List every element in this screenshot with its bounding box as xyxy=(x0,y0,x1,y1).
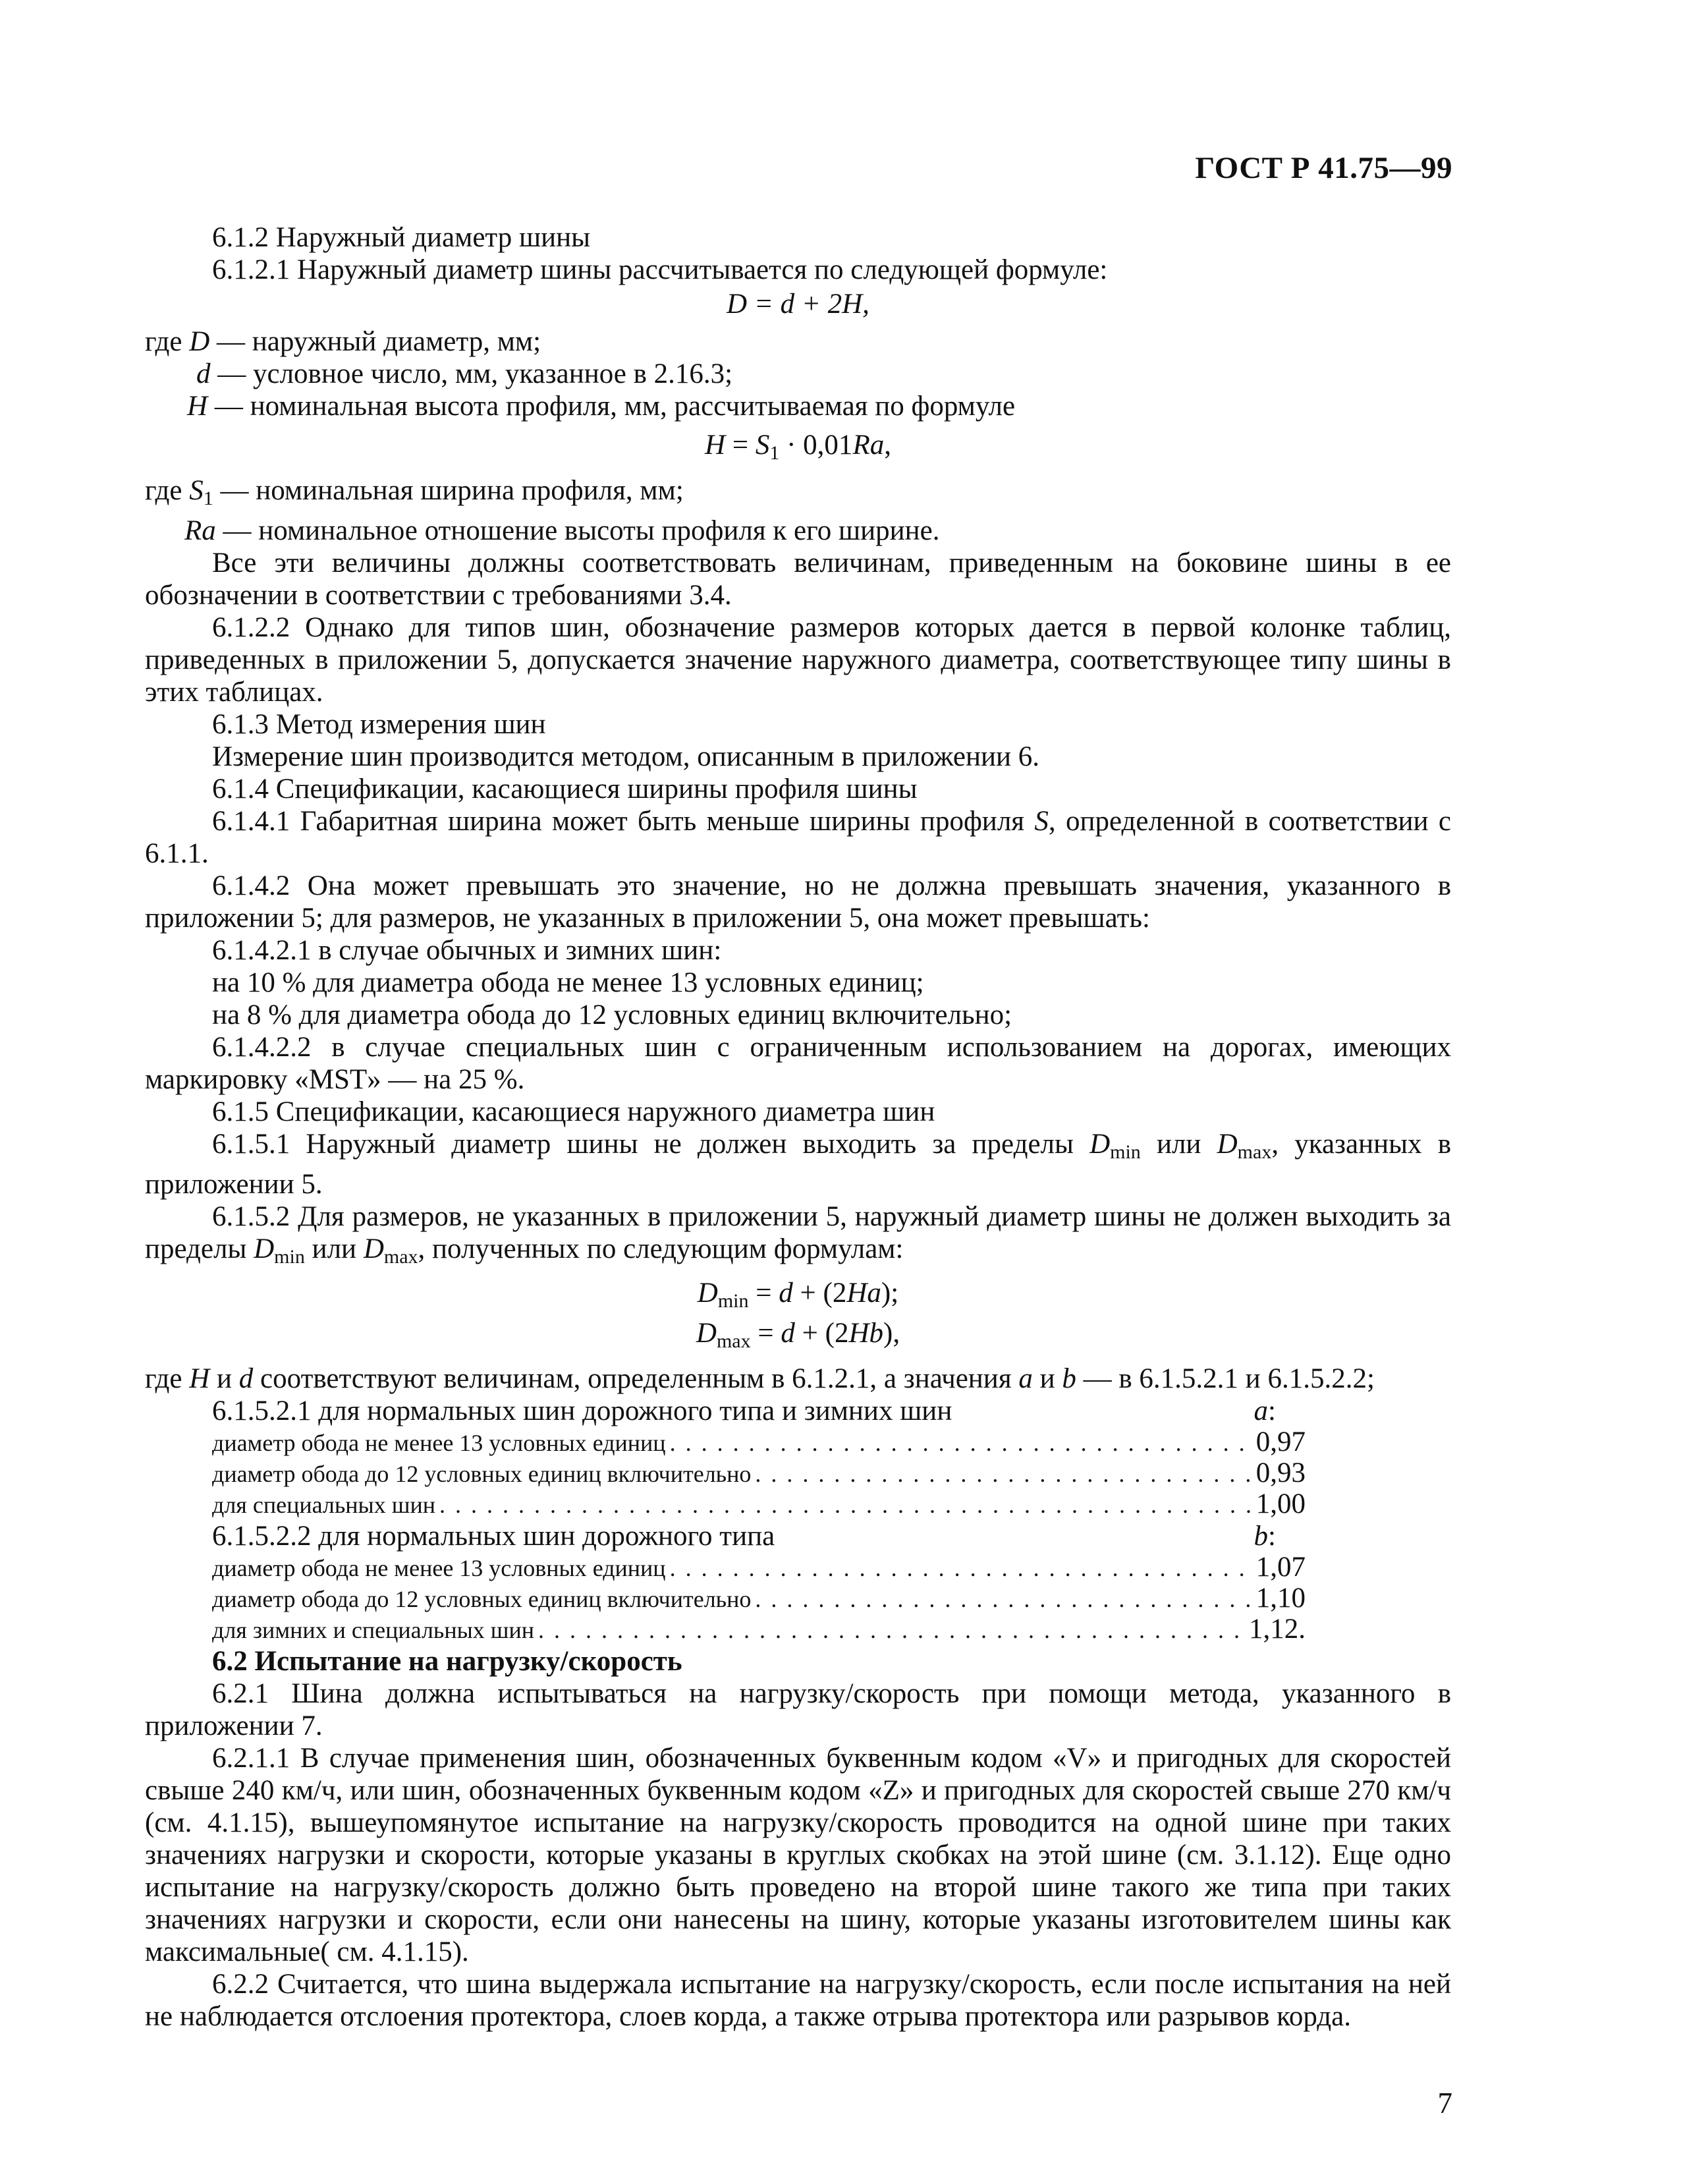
where-word-2: где xyxy=(145,475,182,506)
document-body xyxy=(145,221,1451,2033)
symbol-S-sub: 1 xyxy=(203,488,213,509)
formula-dmax xyxy=(145,1317,1451,1357)
table-row xyxy=(145,1552,1306,1583)
where-word-3: где xyxy=(145,1363,190,1394)
definition-d xyxy=(145,358,1451,390)
paragraph-6-1-4-2-1-b: на 8 % для диаметра обода до 12 условных единиц включительно; xyxy=(212,1000,1012,1030)
dot-leader xyxy=(670,1554,1252,1583)
symbol-a: a xyxy=(1018,1363,1033,1394)
row-label: диаметр обода до 12 условных единиц включительно xyxy=(212,1586,752,1612)
table-a-title: 6.1.5.2.1 для нормальных шин дорожного типа и зимних шин xyxy=(212,1396,952,1426)
paragraph-6-1-5-1-b: , указанных в приложении 5. xyxy=(145,1129,1452,1200)
symbol-H: H xyxy=(187,391,208,422)
formula-h-comma: , xyxy=(884,430,891,461)
row-label: диаметр обода до 12 условных единиц включительно xyxy=(212,1461,752,1487)
formula-dmin-plus: + (2 xyxy=(792,1278,847,1309)
formula-dmax-plus: + (2 xyxy=(794,1318,849,1349)
table-a xyxy=(145,1427,1451,1520)
paragraph-6-1-3: Измерение шин производится методом, описанным в приложении 6. xyxy=(212,741,1040,772)
paragraph-values: Все эти величины должны соответствовать величинам, приведенным на боковине шины в ее обозначении в соответствии с требованиями 3.4. xyxy=(145,548,1451,611)
formula-dmin-d: D xyxy=(697,1278,718,1309)
definition-Ra-text: — номинальное отношение высоты профиля к его ширине. xyxy=(215,515,940,546)
table-b-var-colon: : xyxy=(1268,1521,1276,1552)
symbol-Dmin-2-sub: min xyxy=(274,1246,305,1268)
word-and: и xyxy=(209,1363,239,1394)
formula-dmax-var-d: d xyxy=(781,1318,795,1349)
section-6-1-4-title: 6.1.4 Спецификации, касающиеся ширины профиля шины xyxy=(212,774,918,804)
row-label: для зимних и специальных шин xyxy=(212,1617,535,1643)
formula-outer-diameter: D = d + 2H, xyxy=(727,289,869,320)
symbol-S: S xyxy=(189,475,204,506)
dot-leader xyxy=(538,1616,1245,1645)
formula-dmax-d: D xyxy=(696,1318,717,1349)
section-6-1-5-title: 6.1.5 Спецификации, касающиеся наружного диаметра шин xyxy=(212,1096,935,1127)
definitions-a-b-end: — в 6.1.5.2.1 и 6.1.5.2.2; xyxy=(1076,1363,1375,1394)
paragraph-6-1-4-1 xyxy=(145,805,1451,870)
formula-h-ra: Ra xyxy=(852,430,885,461)
row-value: 1,10 xyxy=(1255,1583,1306,1614)
paragraph-6-1-5-2-a: 6.1.5.2 Для размеров, не указанных в приложении 5, наружный диаметр шины не должен выходить за пределы xyxy=(145,1201,1451,1264)
paragraph-6-1-5-1 xyxy=(145,1128,1451,1200)
formula-dmax-sub: max xyxy=(716,1330,751,1352)
table-a-var-symbol: a xyxy=(1253,1396,1269,1426)
table-row xyxy=(145,1427,1306,1458)
paragraph-6-2-1-1: 6.2.1.1 В случае применения шин, обозначенных буквенным кодом «V» и пригодных для скоростей свыше 240 км/ч, или шин, обозначенных буквенным кодом «Z» и пригодных для скоростей свыше 270 км/ч (см. 4.1.15), вышеупомянутое испытание на нагрузку/скорость проводится на одной шине при таких значениях нагрузки и скорости, которые указаны в круглых скобках на этой шине (см. 3.1.12). Еще одно испытание на нагрузку/скорость должно быть проведено на второй шине такого же типа при таких значениях нагрузки и скорости, если они нанесены на шину, которые указаны изготовителем шины как максимальные( см. 4.1.15). xyxy=(145,1743,1451,1967)
table-row xyxy=(145,1458,1306,1489)
formula-dmin-eq: = xyxy=(748,1278,779,1309)
formula-dmax-end: ), xyxy=(883,1318,900,1349)
definition-d-text: — условное число, мм, указанное в 2.16.3; xyxy=(210,358,733,389)
symbol-S-width: S xyxy=(1034,806,1049,837)
table-b-title: 6.1.5.2.2 для нормальных шин дорожного типа xyxy=(212,1521,775,1552)
symbol-Dmin-sub: min xyxy=(1110,1141,1141,1163)
formula-dmin-ha: Ha xyxy=(846,1278,881,1309)
table-row xyxy=(145,1489,1306,1520)
paragraph-6-1-2-2: 6.1.2.2 Однако для типов шин, обозначение размеров которых дается в первой колонке таблиц, приведенных в приложении 5, допускается значение наружного диаметра, соответствующее типу шины в этих таблицах. xyxy=(145,612,1451,708)
table-a-header xyxy=(145,1395,1276,1427)
row-value: 1,07 xyxy=(1255,1552,1306,1583)
symbol-Dmin: D xyxy=(1089,1129,1111,1160)
definition-H-text: — номинальная высота профиля, мм, рассчитываемая по формуле xyxy=(207,391,1016,422)
dot-leader xyxy=(755,1585,1252,1614)
row-value: 1,12. xyxy=(1249,1614,1306,1645)
paragraph-6-1-4-1-b: , определенной в соответствии с 6.1.1. xyxy=(145,806,1451,869)
definitions-a-b-text: соответствуют величинам, определенным в 6.1.2.1, а значения xyxy=(253,1363,1019,1394)
definition-H xyxy=(145,390,1451,422)
formula-h-symbol: H xyxy=(705,430,726,461)
word-or: или xyxy=(1140,1129,1217,1160)
paragraph-6-1-4-2-1-a: на 10 % для диаметра обода не менее 13 условных единиц; xyxy=(212,967,924,998)
table-b-var-symbol: b xyxy=(1253,1521,1269,1552)
table-b xyxy=(145,1552,1451,1645)
dot-leader xyxy=(755,1459,1252,1489)
section-6-1-2-1-text: 6.1.2.1 Наружный диаметр шины рассчитывается по следующей формуле: xyxy=(212,254,1108,285)
definition-S1 xyxy=(145,474,1451,515)
formula-dmax-eq: = xyxy=(750,1318,781,1349)
symbol-Dmax-2: D xyxy=(363,1233,384,1264)
definition-Ra xyxy=(145,515,1451,547)
formula-h-eq: = xyxy=(725,430,756,461)
paragraph-6-1-4-2: 6.1.4.2 Она может превышать это значение, но не должна превышать значения, указанного в приложении 5; для размеров, не указанных в приложении 5, она может превышать: xyxy=(145,870,1451,934)
definition-S1-text: — номинальная ширина профиля, мм; xyxy=(213,475,684,506)
paragraph-6-1-4-2-2: 6.1.4.2.2 в случае специальных шин с ограниченным использованием на дорогах, имеющих маркировку «MST» — на 25 %. xyxy=(145,1032,1451,1095)
definitions-list-2 xyxy=(145,474,1451,547)
symbol-d-2: d xyxy=(238,1363,254,1394)
formula-dmin-end: ); xyxy=(881,1278,899,1309)
definition-D-text: — наружный диаметр, мм; xyxy=(209,326,541,357)
paragraph-6-1-5-2-b: , полученных по следующим формулам: xyxy=(418,1233,904,1264)
section-6-2-title: 6.2 Испытание на нагрузку/скорость xyxy=(212,1646,682,1677)
section-6-1-3-title: 6.1.3 Метод измерения шин xyxy=(212,709,546,740)
formula-dmax-hb: Hb xyxy=(848,1318,884,1349)
symbol-b: b xyxy=(1062,1363,1076,1394)
word-or-2: или xyxy=(304,1233,364,1264)
paragraph-6-2-2: 6.2.2 Считается, что шина выдержала испытание на нагрузку/скорость, если после испытания на ней не наблюдается отслоения протектора, слоев корда, а также отрыва протектора или разрывов корда. xyxy=(145,1969,1451,2032)
paragraph-6-1-5-1-a: 6.1.5.1 Наружный диаметр шины не должен выходить за пределы xyxy=(212,1129,1090,1160)
page-number: 7 xyxy=(1437,2087,1452,2120)
symbol-Ra: Ra xyxy=(184,515,216,546)
paragraph-6-2-1: 6.2.1 Шина должна испытываться на нагрузку/скорость при помощи метода, указанного в приложении 7. xyxy=(145,1678,1451,1741)
table-a-var-colon: : xyxy=(1268,1396,1276,1426)
table-row xyxy=(145,1583,1306,1614)
formula-h-coef: · 0,01 xyxy=(779,430,853,461)
definitions-list-1 xyxy=(145,325,1451,422)
paragraph-6-1-4-1-a: 6.1.4.1 Габаритная ширина может быть меньше ширины профиля xyxy=(212,806,1035,837)
symbol-D: D xyxy=(189,326,210,357)
where-word: где xyxy=(145,326,182,357)
dot-leader xyxy=(439,1490,1252,1520)
formula-dmin-sub: min xyxy=(717,1290,749,1312)
table-a-variable xyxy=(1254,1395,1276,1427)
paragraph-6-1-5-2 xyxy=(145,1200,1451,1273)
formula-profile-height xyxy=(145,429,1451,469)
symbol-Dmax-sub: max xyxy=(1237,1141,1272,1163)
definitions-a-b xyxy=(145,1363,1451,1395)
formula-dmin xyxy=(145,1277,1451,1317)
formula-h-sub: 1 xyxy=(769,442,780,464)
symbol-Dmax: D xyxy=(1217,1129,1238,1160)
row-value: 1,00 xyxy=(1255,1488,1306,1519)
symbol-H-2: H xyxy=(189,1363,210,1394)
paragraph-6-1-4-2-1: 6.1.4.2.1 в случае обычных и зимних шин: xyxy=(212,935,722,966)
table-b-variable xyxy=(1254,1520,1276,1552)
formula-dmin-var-d: d xyxy=(779,1278,793,1309)
definition-D xyxy=(145,325,1451,358)
row-label: диаметр обода не менее 13 условных единиц xyxy=(212,1430,666,1456)
formula-h-s: S xyxy=(755,430,770,461)
section-6-1-2-title: 6.1.2 Наружный диаметр шины xyxy=(212,222,590,253)
standard-header: ГОСТ Р 41.75—99 xyxy=(1195,151,1452,185)
word-and-2: и xyxy=(1032,1363,1062,1394)
dot-leader xyxy=(670,1428,1252,1458)
symbol-Dmax-2-sub: max xyxy=(383,1246,418,1268)
row-label: для специальных шин xyxy=(212,1492,435,1518)
row-label: диаметр обода не менее 13 условных единиц xyxy=(212,1555,666,1581)
table-row xyxy=(145,1614,1306,1645)
table-b-header xyxy=(145,1520,1276,1552)
row-value: 0,93 xyxy=(1255,1457,1306,1488)
symbol-Dmin-2: D xyxy=(254,1233,275,1264)
row-value: 0,97 xyxy=(1255,1426,1306,1457)
symbol-d: d xyxy=(196,358,211,389)
